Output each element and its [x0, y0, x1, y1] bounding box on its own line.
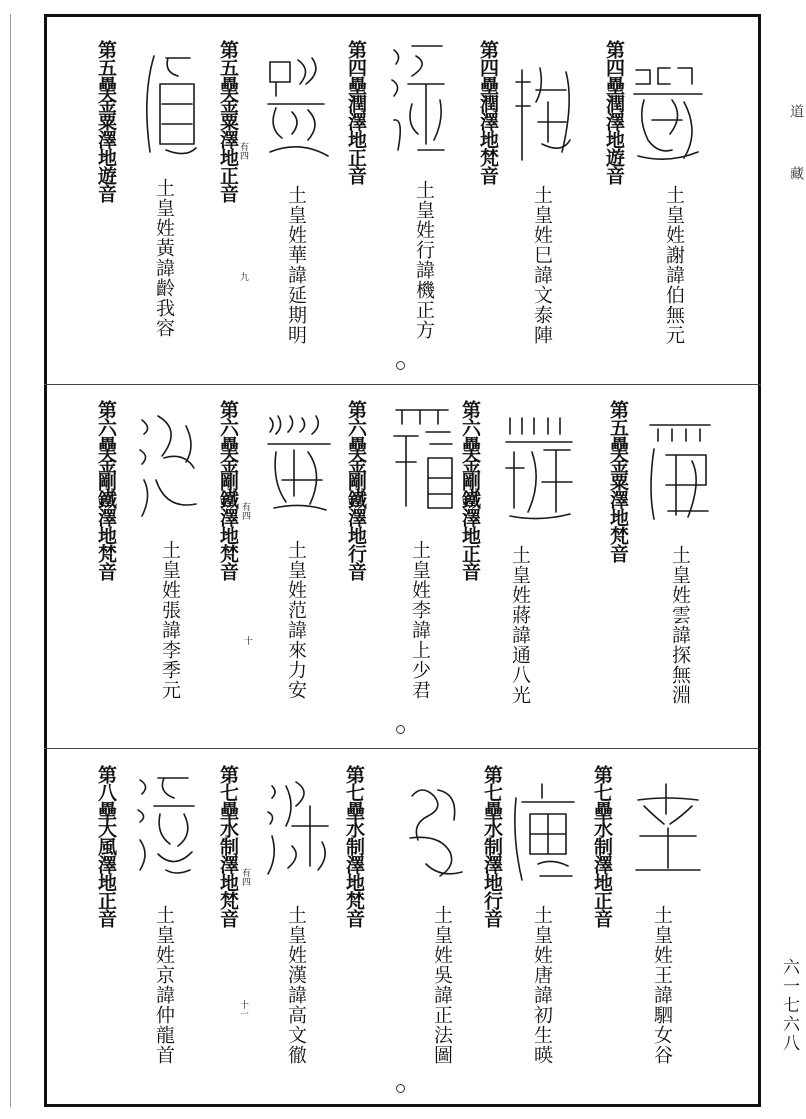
talisman-glyph-7	[502, 412, 576, 524]
talisman-heading: 第六壘金剛鐵澤地梵音	[95, 400, 117, 580]
deity-name: 土皇姓張諱李季元	[159, 540, 181, 700]
talisman-heading: 第五壘金粟澤地遊音	[95, 40, 117, 202]
deity-name: 土皇姓謝諱伯無元	[663, 185, 685, 345]
talisman-heading: 第四壘潤澤地遊音	[603, 40, 625, 184]
deity-name: 土皇姓雲諱探無淵	[669, 545, 691, 705]
talisman-glyph-15	[134, 770, 204, 880]
page-number: 六一七六八	[779, 958, 799, 1053]
deity-name: 土皇姓巳諱文泰陣	[531, 185, 553, 345]
section-divider-1	[44, 384, 761, 385]
talisman-heading: 第七壘水制澤地梵音	[217, 765, 239, 927]
talisman-heading: 第六壘金剛鐵澤地行音	[345, 400, 367, 580]
section-divider-2	[44, 748, 761, 749]
talisman-heading: 第六壘金剛鐵澤地梵音	[217, 400, 239, 580]
talisman-heading: 第七壘水制澤地正音	[591, 765, 613, 927]
talisman-glyph-4	[262, 52, 334, 162]
section-marker	[396, 1084, 405, 1093]
deity-name: 土皇姓京諱仲龍首	[153, 905, 175, 1065]
margin-note: 十	[242, 636, 252, 645]
talisman-glyph-11	[630, 780, 706, 876]
deity-name: 土皇姓華諱延期明	[285, 185, 307, 345]
talisman-glyph-10	[136, 410, 200, 524]
talisman-glyph-14	[262, 776, 334, 880]
margin-note: 有四	[238, 142, 248, 160]
deity-name: 土皇姓范諱來力安	[285, 540, 307, 700]
margin-note: 九	[238, 272, 248, 281]
talisman-glyph-8	[390, 402, 454, 520]
talisman-glyph-2	[512, 62, 578, 167]
deity-name: 土皇姓吳諱正法圖	[431, 905, 453, 1065]
margin-note: 十一	[238, 1000, 248, 1018]
talisman-glyph-3	[388, 40, 448, 160]
talisman-heading: 第四壘潤澤地梵音	[477, 40, 499, 184]
talisman-heading: 第五壘金粟澤地正音	[217, 40, 239, 202]
talisman-heading: 第七壘水制澤地梵音	[343, 765, 365, 927]
deity-name: 土皇姓王諱駟女谷	[651, 905, 673, 1065]
deity-name: 土皇姓李諱上少君	[409, 540, 431, 700]
section-marker	[396, 361, 405, 370]
talisman-heading: 第八壘大風澤地正音	[95, 765, 117, 927]
talisman-glyph-5	[140, 50, 200, 160]
talisman-heading: 第六壘金剛鐵澤地正音	[459, 400, 481, 580]
talisman-glyph-1	[628, 60, 708, 170]
talisman-glyph-13	[404, 780, 466, 884]
talisman-heading: 第四壘潤澤地正音	[345, 40, 367, 184]
talisman-glyph-12	[510, 780, 580, 886]
talisman-heading: 第七壘水制澤地行音	[481, 765, 503, 927]
talisman-heading: 第五壘金粟澤地梵音	[607, 400, 629, 562]
deity-name: 土皇姓蔣諱通八光	[509, 545, 531, 705]
talisman-glyph-9	[264, 410, 334, 514]
page-fold-line	[10, 14, 11, 1107]
deity-name: 土皇姓行諱機正方	[413, 180, 435, 340]
deity-name: 土皇姓唐諱初生暎	[531, 905, 553, 1065]
source-label: 道 藏	[788, 104, 804, 196]
deity-name: 土皇姓漢諱高文徹	[285, 905, 307, 1065]
section-marker	[396, 725, 405, 734]
talisman-glyph-6	[646, 415, 716, 525]
deity-name: 土皇姓黃諱齡我容	[153, 178, 175, 338]
margin-note: 有四	[240, 502, 250, 520]
margin-note: 有四	[240, 868, 250, 886]
